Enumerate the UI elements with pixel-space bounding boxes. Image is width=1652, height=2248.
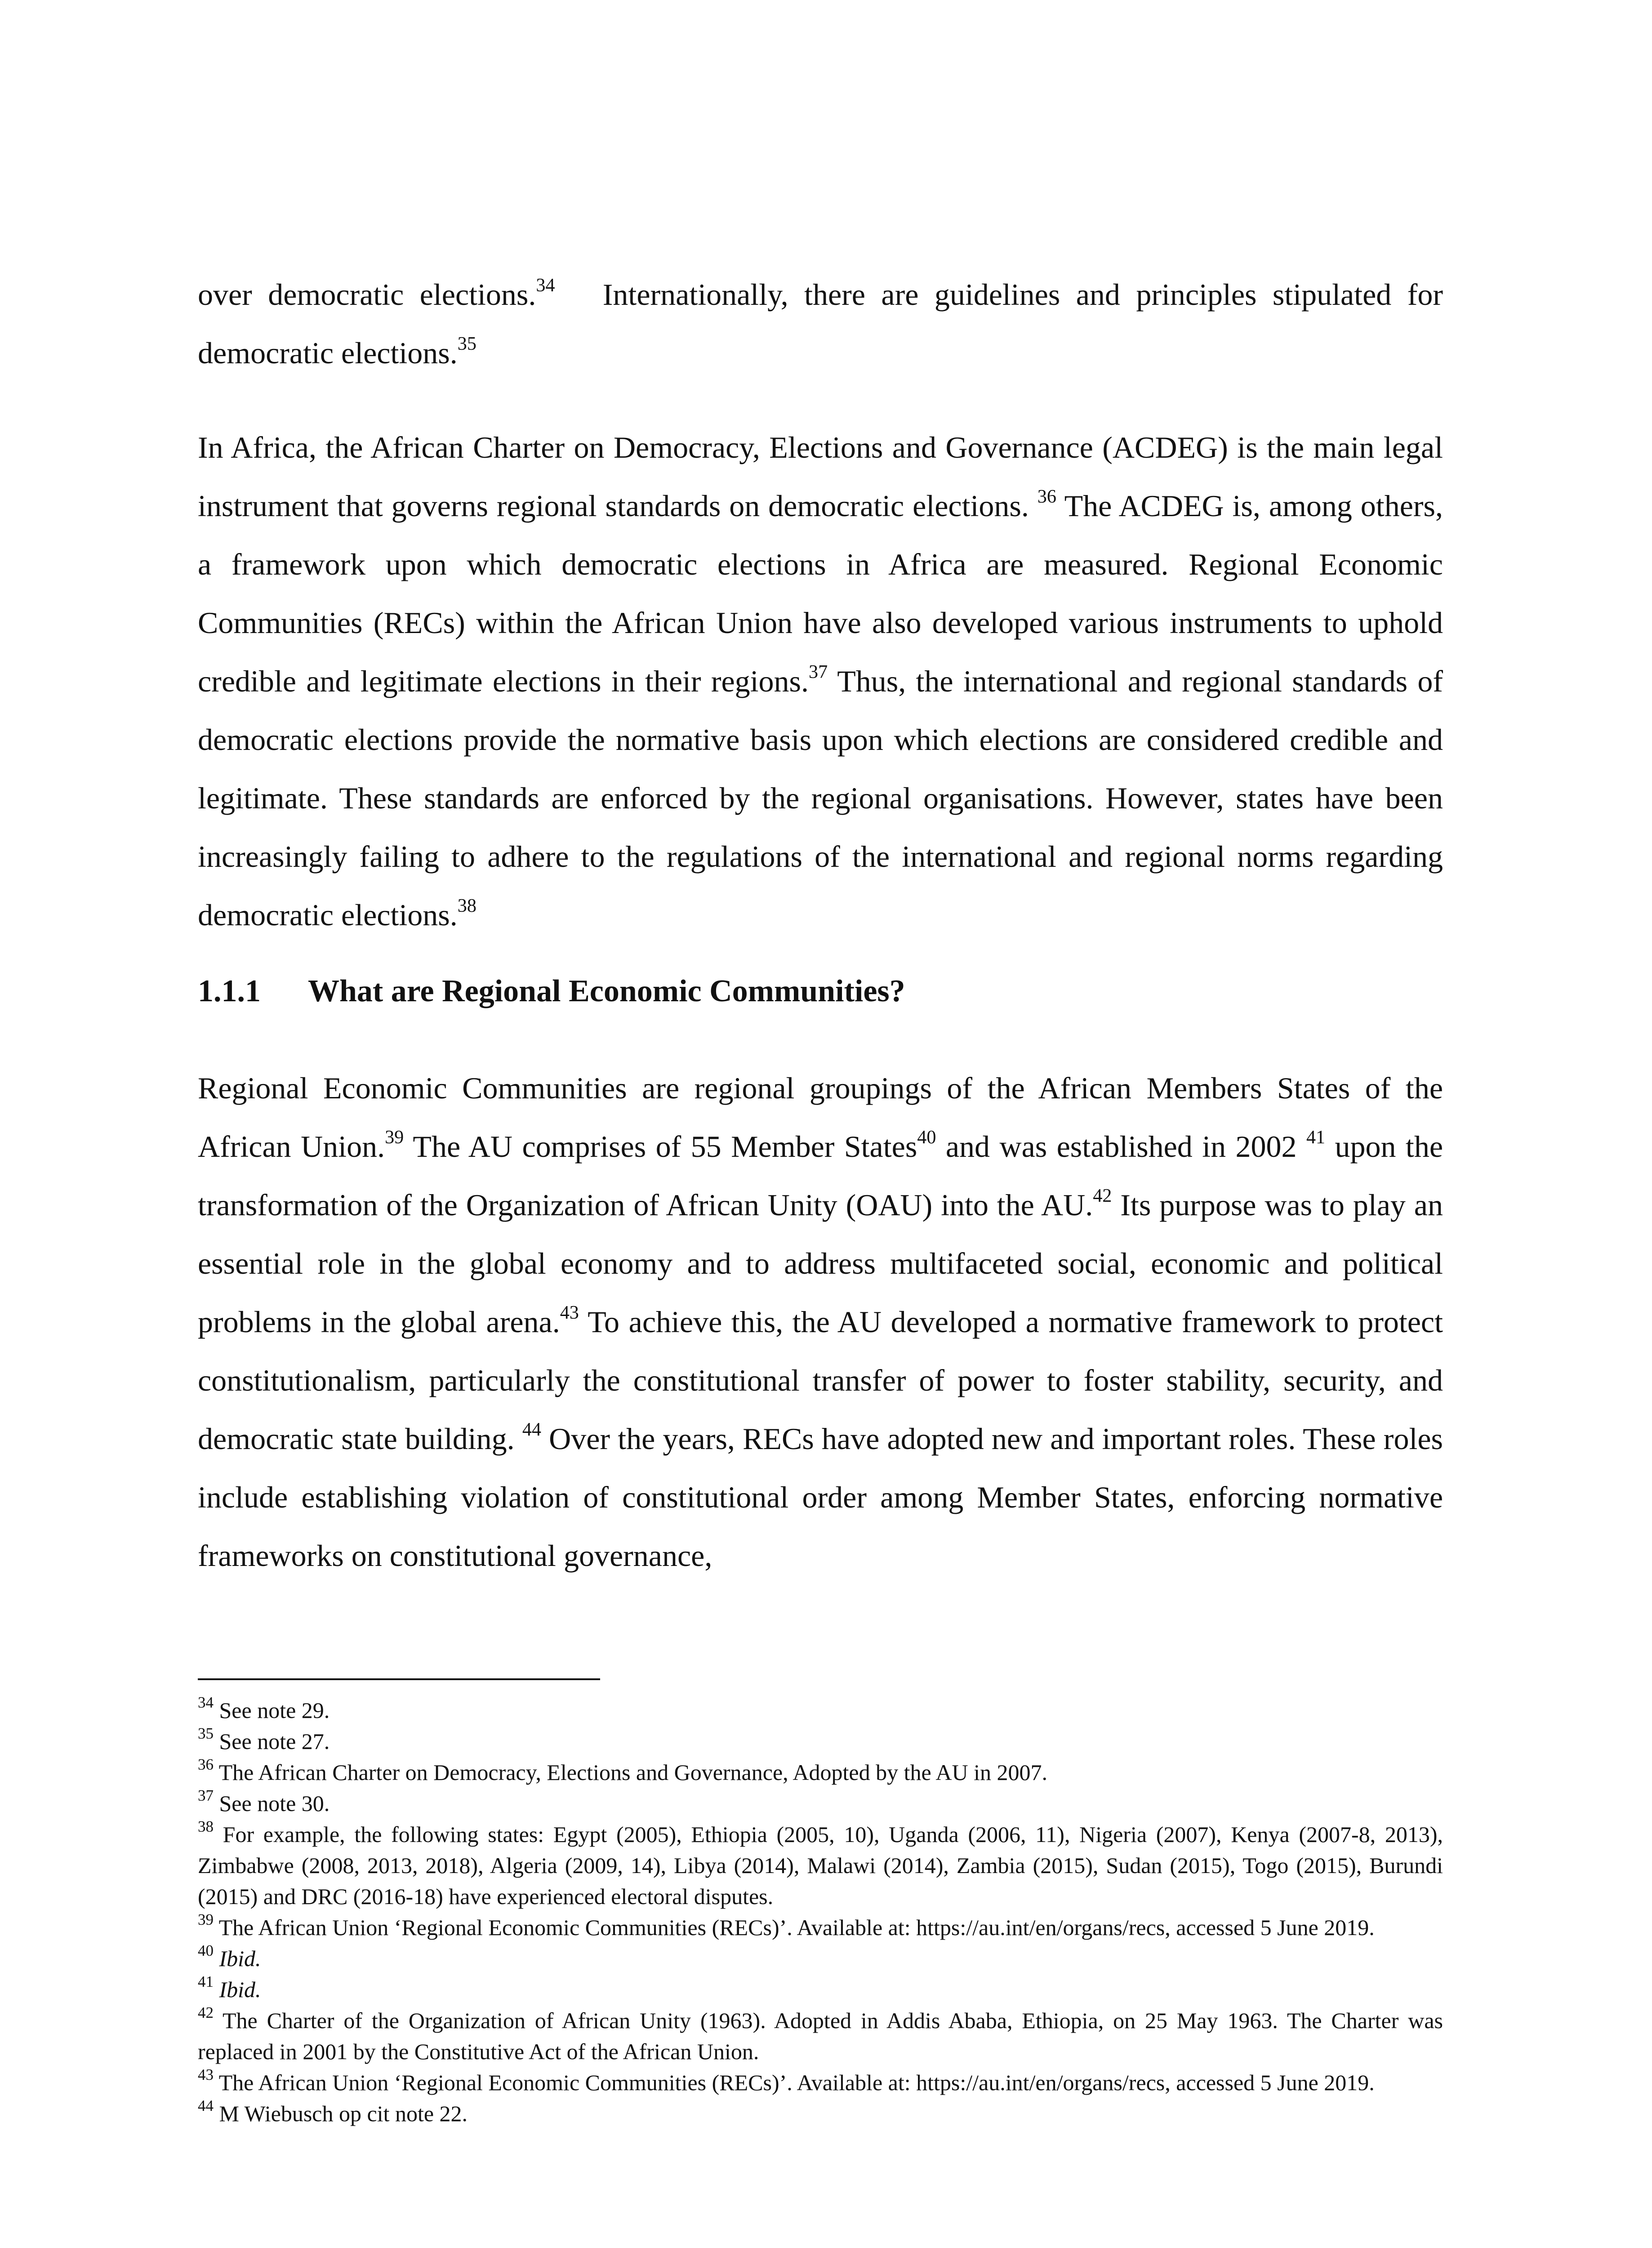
text-run: Thus, the international and regional standards of democratic elections provide the normative basis upon which elections are considered credible and legitimate. These standards are enforced by the regional organisations. However, states have been increasingly failing to adhere to the regulations of the international and regional norms regarding democratic elections.: [198, 664, 1443, 932]
italic-text: Ibid.: [219, 1946, 261, 1971]
text-run: See note 29.: [214, 1698, 330, 1723]
footnote: [198, 1943, 1443, 1974]
footnote: [198, 1757, 1443, 1788]
text-run: The African Union ‘Regional Economic Communities (RECs)’. Available at: https://au.int/en/organs/recs, accessed 5 June 2019.: [214, 2070, 1375, 2095]
footnote: [198, 1695, 1443, 1726]
footnote-ref: 40: [917, 1127, 936, 1148]
footnote: [198, 1819, 1443, 1912]
italic-text: Ibid.: [219, 1977, 261, 2002]
body-paragraph: [198, 265, 1443, 382]
footnote-ref: 34: [198, 1694, 214, 1712]
footnote: [198, 2067, 1443, 2098]
footnote-ref: 44: [198, 2097, 214, 2115]
footnote-ref: 36: [198, 1756, 214, 1774]
text-run: The Charter of the Organization of African Unity (1963). Adopted in Addis Ababa, Ethiopia, on 25 May 1963. The Charter was replaced in 2001 by the Constitutive Act of the African Union.: [198, 2008, 1443, 2064]
footnote: [198, 2005, 1443, 2067]
text-run: See note 30.: [214, 1791, 330, 1816]
text-run: The AU comprises of 55 Member States: [404, 1129, 917, 1164]
footnote-separator: [198, 1678, 600, 1680]
footnote-ref: 42: [198, 2004, 214, 2022]
section-heading: [198, 962, 1443, 1021]
text-run: The African Charter on Democracy, Elections and Governance, Adopted by the AU in 2007.: [214, 1760, 1048, 1785]
text-run: [214, 1977, 219, 2002]
footnote-ref: 38: [198, 1818, 214, 1836]
footnote: [198, 1912, 1443, 1943]
footnote-ref: 37: [809, 661, 828, 683]
footnote-ref: 41: [1306, 1127, 1326, 1148]
text-run: In Africa, the African Charter on Democracy, Elections and Governance (ACDEG) is the main legal instrument that governs regional standards on democratic elections.: [198, 430, 1443, 523]
footnote-ref: 37: [198, 1787, 214, 1805]
footnote: [198, 1788, 1443, 1819]
footnote-ref: 36: [1037, 486, 1056, 508]
text-run: M Wiebusch op cit note 22.: [214, 2101, 468, 2126]
section-title: What are Regional Economic Communities?: [308, 974, 905, 1008]
text-run: upon the transformation of the Organization of African Unity (OAU) into the AU.: [198, 1129, 1443, 1222]
body-paragraph: [198, 1059, 1443, 1585]
text-run: Its purpose was to play an essential role in the global economy and to address multifaceted social, economic and political problems in the global arena.: [198, 1188, 1443, 1339]
footnote: [198, 1974, 1443, 2005]
text-run: Regional Economic Communities are regional groupings of the African Members States of the African Union.: [198, 1071, 1443, 1164]
footnote-ref: 39: [198, 1911, 214, 1929]
footnote-ref: 38: [457, 895, 476, 917]
text-run: See note 27.: [214, 1729, 330, 1754]
footnote-ref: 42: [1093, 1185, 1112, 1207]
text-run: To achieve this, the AU developed a normative framework to protect constitutionalism, particularly the constitutional transfer of power to foster stability, security, and democratic state building.: [198, 1305, 1443, 1456]
text-run: over democratic elections.: [198, 277, 536, 312]
footnotes-section: [198, 1695, 1443, 2129]
text-run: Over the years, RECs have adopted new and important roles. These roles include establishing violation of constitutional order among Member States, enforcing normative frameworks on constitutional governance,: [198, 1422, 1443, 1573]
text-run: Internationally, there are guidelines and principles stipulated for democratic elections.: [198, 277, 1443, 370]
text-run: The African Union ‘Regional Economic Communities (RECs)’. Available at: https://au.int/en/organs/recs, accessed 5 June 2019.: [214, 1915, 1375, 1940]
footnote-ref: 34: [536, 275, 555, 296]
footnote-ref: 39: [385, 1127, 404, 1148]
text-run: and was established in 2002: [936, 1129, 1306, 1164]
footnote-ref: 44: [522, 1419, 541, 1441]
footnote-ref: 41: [198, 1973, 214, 1991]
footnote-ref: 35: [457, 333, 476, 355]
footnote-ref: 43: [198, 2066, 214, 2084]
section-number: 1.1.1: [198, 974, 261, 1008]
footnote-ref: 40: [198, 1942, 214, 1960]
footnote: [198, 2098, 1443, 2129]
text-run: [214, 1946, 219, 1971]
body-paragraph: [198, 418, 1443, 944]
footnote-ref: 35: [198, 1725, 214, 1743]
footnote-ref: 43: [560, 1302, 579, 1324]
text-run: For example, the following states: Egypt (2005), Ethiopia (2005, 10), Uganda (2006, 11), Nigeria (2007), Kenya (2007-8, 2013), Zimbabwe (2008, 2013, 2018), Algeria (2009, 14), Libya (2014), Malawi (2014), Zambia (2015), Sudan (2015), Togo (2015), Burundi (2015) and DRC (2016-18) have experienced electoral disputes.: [198, 1822, 1443, 1909]
text-run: The ACDEG is, among others, a framework upon which democratic elections in Africa are measured. Regional Economic Communities (RECs) within the African Union have also developed various instruments to uphold credible and legitimate elections in their regions.: [198, 489, 1443, 698]
footnote: [198, 1726, 1443, 1757]
